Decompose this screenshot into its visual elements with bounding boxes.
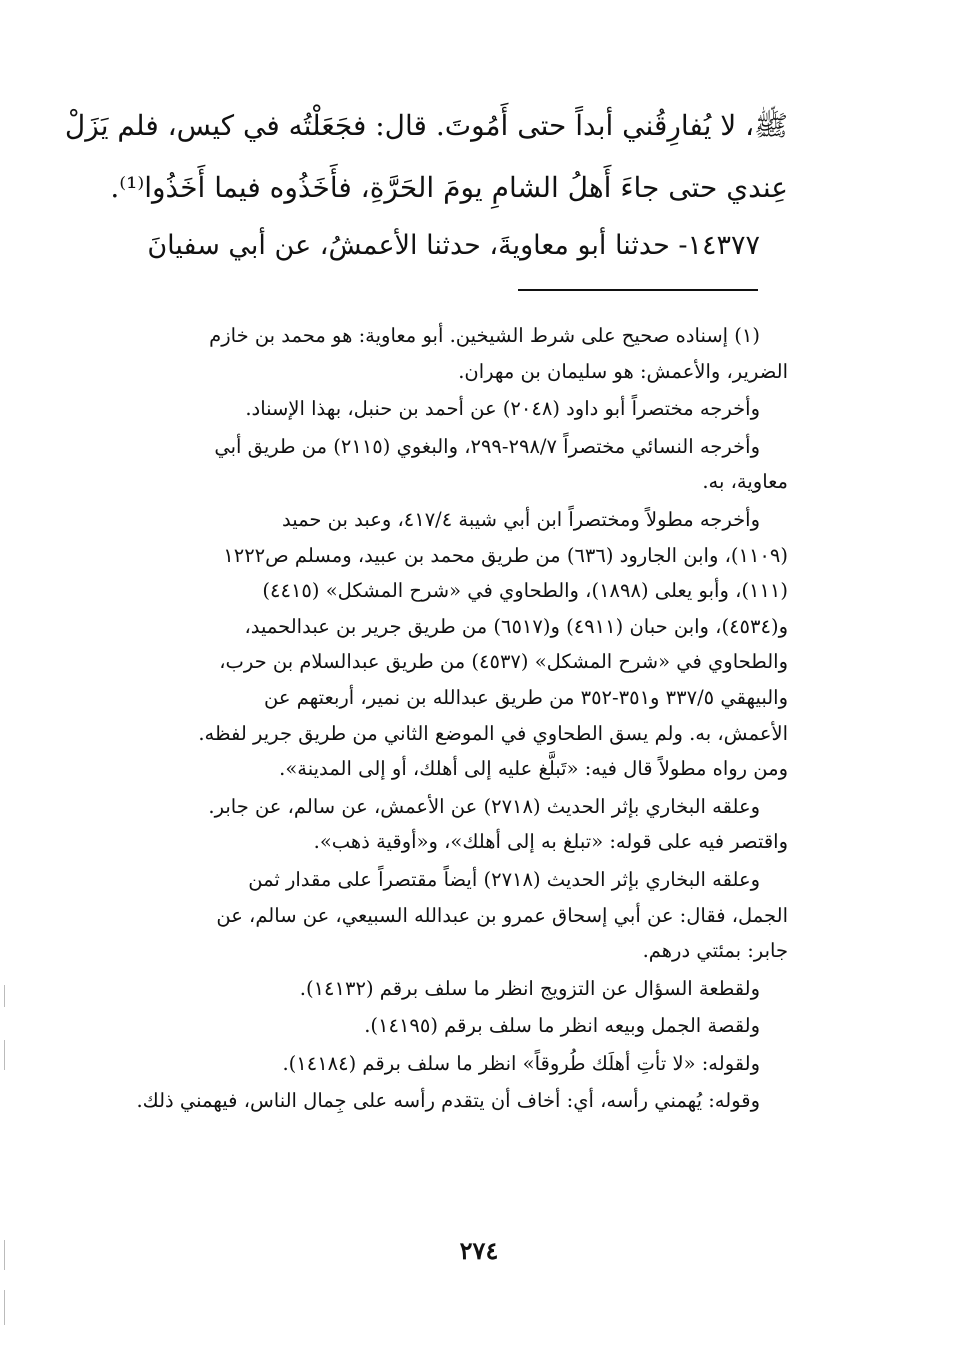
footnote-line: وأخرجه مختصراً أبو داود (٢٠٤٨) عن أحمد بن حنبل، بهذا الإسناد. (245, 397, 760, 421)
main-text (64, 95, 788, 277)
footnote-paragraph (76, 318, 788, 389)
page-number: ٢٧٤ (459, 1236, 499, 1265)
footnote-line: ولقطعة السؤال عن التزويج انظر ما سلف برقم (١٤١٣٢). (299, 976, 760, 1000)
footnote-line: وعلقه البخاري بإثر الحديث (٢٧١٨) أيضاً مقتصراً على مقدار ثمن (248, 867, 760, 891)
footnote-line: ومن رواه مطولاً قال فيه: «تَبلَّغ عليه إلى أهلك، أو إلى المدينة». (279, 757, 788, 781)
footnote-line: معاوية، به. (702, 470, 788, 494)
footnote-paragraph (76, 862, 788, 969)
footnote-line: (١١١)، وأبو يعلى (١٨٩٨)، والطحاوي في «شرح المشكل» (٤٤١٥) (262, 579, 788, 603)
main-text-line: عِندي حتى جاءَ أَهلُ الشامِ يومَ الحَرَّةِ، فأَخَذُوه فيما أَخَذُوا⁽¹⁾. (110, 171, 788, 204)
footnote-line: جابر: بمئتي درهم. (642, 939, 788, 963)
footnote-line: وأخرجه النسائي مختصراً ٢٩٨/٧-٢٩٩، والبغوي (٢١١٥) من طريق أبي (214, 434, 760, 458)
footnote-line: و(٤٥٣٤)، وابن حبان (٤٩١١) و(٦٥١٧) من طريق جرير بن عبدالحميد، (244, 614, 788, 638)
footnote-paragraph (76, 1083, 788, 1119)
footnote-line: ولقصة الجمل وبيعه انظر ما سلف برقم (١٤١٩٥). (364, 1014, 760, 1038)
footnote-line: وقوله: يُهمني رأسه، أي: أخاف أن يتقدم رأسه على جِمال الناس، فيهمني ذلك. (136, 1089, 760, 1113)
hadith-heading: ١٤٣٧٧- حدثنا أبو معاويةَ، حدثنا الأعمشُ، عن أبي سفيانَ (147, 230, 760, 261)
scan-edge-mark (4, 1040, 5, 1070)
scan-edge-mark (4, 985, 5, 1007)
footnote-line: (١) إسناده صحيح على شرط الشيخين. أبو معاوية: هو محمد بن خازم (209, 324, 760, 347)
footnote-line: والبيهقي ٣٣٧/٥ و٣٥١-٣٥٢ من طريق عبدالله بن نمير، أربعتهم عن (264, 685, 788, 709)
main-text-line: ﷺ، لا يُفارِقُني أبداً حتى أَمُوتَ. قال: فجَعَلْتُه في كيس، فلم يَزَلْ (64, 109, 788, 142)
footnote-line: والطحاوي في «شرح المشكل» (٤٥٣٧) من طريق عبدالسلام بن حرب، (219, 650, 788, 674)
footnote-line: وأخرجه مطولاً ومختصراً ابن أبي شيبة ٤١٧/٤، وعبد بن حميد (281, 507, 760, 531)
footnote-line: (١١٠٩)، وابن الجارود (٦٣٦) من طريق محمد بن عبيد، ومسلم ص١٢٢٢ (223, 543, 788, 567)
footnote-line: الضرير، والأعمش: هو سليمان بن مهران. (458, 359, 788, 383)
footnote-paragraph (76, 1046, 788, 1082)
scan-edge-mark (4, 1290, 5, 1325)
footnote-paragraph (76, 789, 788, 860)
footnote-paragraph (76, 429, 788, 500)
footnote-line: الأعمش، به. ولم يسق الطحاوي في الموضع الثاني من طريق جرير لفظه. (198, 721, 788, 745)
footnote-separator (518, 289, 758, 291)
footnote-paragraph (76, 1008, 788, 1044)
footnote-paragraph (76, 971, 788, 1007)
footnotes (76, 318, 788, 1121)
footnote-paragraph (76, 502, 788, 787)
footnote-line: وعلقه البخاري بإثر الحديث (٢٧١٨) عن الأعمش، عن سالم، عن جابر. (208, 794, 760, 818)
scan-edge-mark (4, 1240, 5, 1270)
footnote-line: واقتصر فيه على قوله: «تبلغ به إلى أهلك»، و«أوقية ذهب». (313, 830, 788, 854)
footnote-line: ولقوله: «لا تأتِ أهلَك طُروقاً» انظر ما سلف برقم (١٤١٨٤). (282, 1051, 760, 1075)
footnote-paragraph (76, 391, 788, 427)
footnote-line: الجمل، فقال: عن أبي إسحاق عمرو بن عبدالله السبيعي، عن سالم، عن (216, 903, 788, 927)
